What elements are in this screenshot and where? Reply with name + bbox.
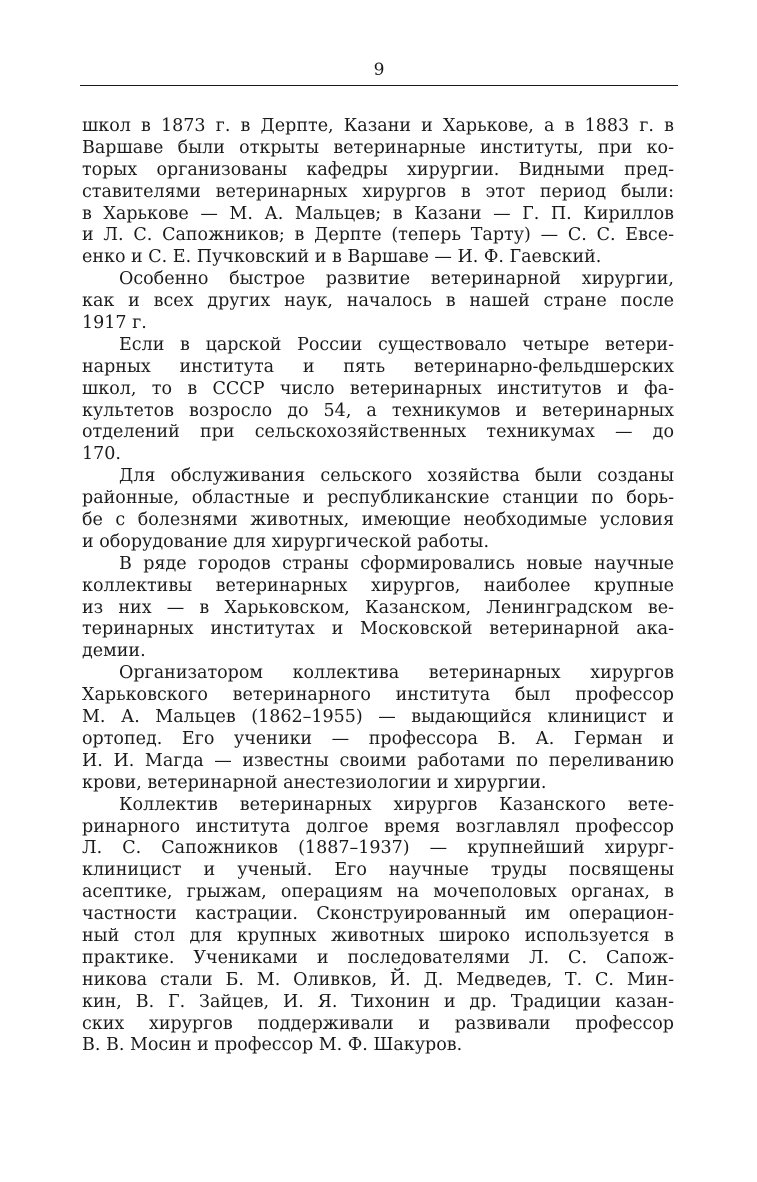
text-line: Л. С. Сапожников (1887–1937) — крупнейший хирург- <box>82 838 674 859</box>
text-line: практике. Учениками и последователями Л. С. Сапож- <box>82 947 674 968</box>
paragraph <box>82 795 674 1058</box>
text-line: Варшаве были открыты ветеринарные институты, при ко- <box>82 137 674 158</box>
text-line: из них — в Харьковском, Казанском, Ленинградском ве- <box>82 597 674 618</box>
text-line: ортопед. Его ученики — профессора В. А. Герман и <box>82 728 674 749</box>
text-line: Харьковского ветеринарного института был профессор <box>82 685 674 706</box>
text-line: И. И. Магда — известны своими работами по переливанию <box>82 750 674 771</box>
text-line: крови, ветеринарной анестезиологии и хирургии. <box>82 772 547 793</box>
text-line: Организатором коллектива ветеринарных хирургов <box>119 663 674 684</box>
text-line: В ряде городов страны сформировались новые научные <box>119 553 674 574</box>
text-line: и оборудование для хирургической работы. <box>82 531 490 552</box>
text-line: Для обслуживания сельского хозяйства были созданы <box>119 466 674 487</box>
page-number: 9 <box>373 60 385 80</box>
text-line: школ в 1873 г. в Дерпте, Казани и Харькове, а в 1883 г. в <box>82 116 674 136</box>
text-line: как и всех других наук, началось в нашей стране после <box>82 291 674 312</box>
text-line: Если в царской России существовало четыре ветери- <box>119 334 674 355</box>
paragraph <box>82 335 674 466</box>
text-line: никова стали Б. М. Оливков, Й. Д. Медведев, Т. С. Мин- <box>82 969 674 990</box>
text-line: районные, областные и республиканские станции по борь- <box>82 488 674 509</box>
text-line: школ, то в СССР число ветеринарных институтов и фа- <box>82 378 674 399</box>
text-line: демии. <box>82 641 146 662</box>
text-line: отделений при сельскохозяйственных техникумах — до <box>82 422 674 443</box>
text-line: торых организованы кафедры хирургии. Видными пред- <box>82 159 674 180</box>
text-line: асептике, грыжам, операциям на мочеполовых органах, в <box>82 882 674 903</box>
text-line: ринарного института долгое время возглавлял профессор <box>82 816 674 837</box>
paragraph <box>82 663 674 794</box>
text-line: ный стол для крупных животных широко используется в <box>82 925 674 946</box>
paragraph <box>82 116 674 269</box>
text-line: ских хирургов поддерживали и развивали профессор <box>82 1013 674 1034</box>
text-line: бе с болезнями животных, имеющие необходимые условия <box>82 510 674 531</box>
text-line: Коллектив ветеринарных хирургов Казанского вете- <box>119 794 674 815</box>
text-line: клиницист и ученый. Его научные труды посвящены <box>82 860 674 881</box>
text-line: Особенно быстрое развитие ветеринарной хирургии, <box>119 269 674 290</box>
body-text <box>82 116 674 1057</box>
text-line: теринарных институтах и Московской ветеринарной ака- <box>82 619 674 640</box>
text-line: культетов возросло до 54, а техникумов и ветеринарных <box>82 400 674 421</box>
paragraph <box>82 554 674 663</box>
text-line: частности кастрации. Сконструированный им операцион- <box>82 904 674 925</box>
text-line: нарных института и пять ветеринарно-фельдшерских <box>82 356 674 377</box>
text-line: ставителями ветеринарных хирургов в этот период были: <box>82 181 674 202</box>
paragraph <box>82 269 674 335</box>
text-line: 170. <box>82 444 121 465</box>
text-line: коллективы ветеринарных хирургов, наиболее крупные <box>82 575 674 596</box>
text-line: енко и С. Е. Пучковский и в Варшаве — И. Ф. Гаевский. <box>82 247 602 268</box>
paragraph <box>82 466 674 554</box>
text-line: М. А. Мальцев (1862–1955) — выдающийся клиницист и <box>82 707 674 728</box>
text-line: кин, В. Г. Зайцев, И. Я. Тихонин и др. Традиции казан- <box>82 991 674 1012</box>
text-line: 1917 г. <box>82 313 147 334</box>
header-rule <box>80 85 678 86</box>
text-line: В. В. Мосин и профессор М. Ф. Шакуров. <box>82 1035 463 1056</box>
text-line: в Харькове — М. А. Мальцев; в Казани — Г. П. Кириллов <box>82 203 674 224</box>
text-line: и Л. С. Сапожников; в Дерпте (теперь Тарту) — С. С. Евсе- <box>82 225 674 246</box>
